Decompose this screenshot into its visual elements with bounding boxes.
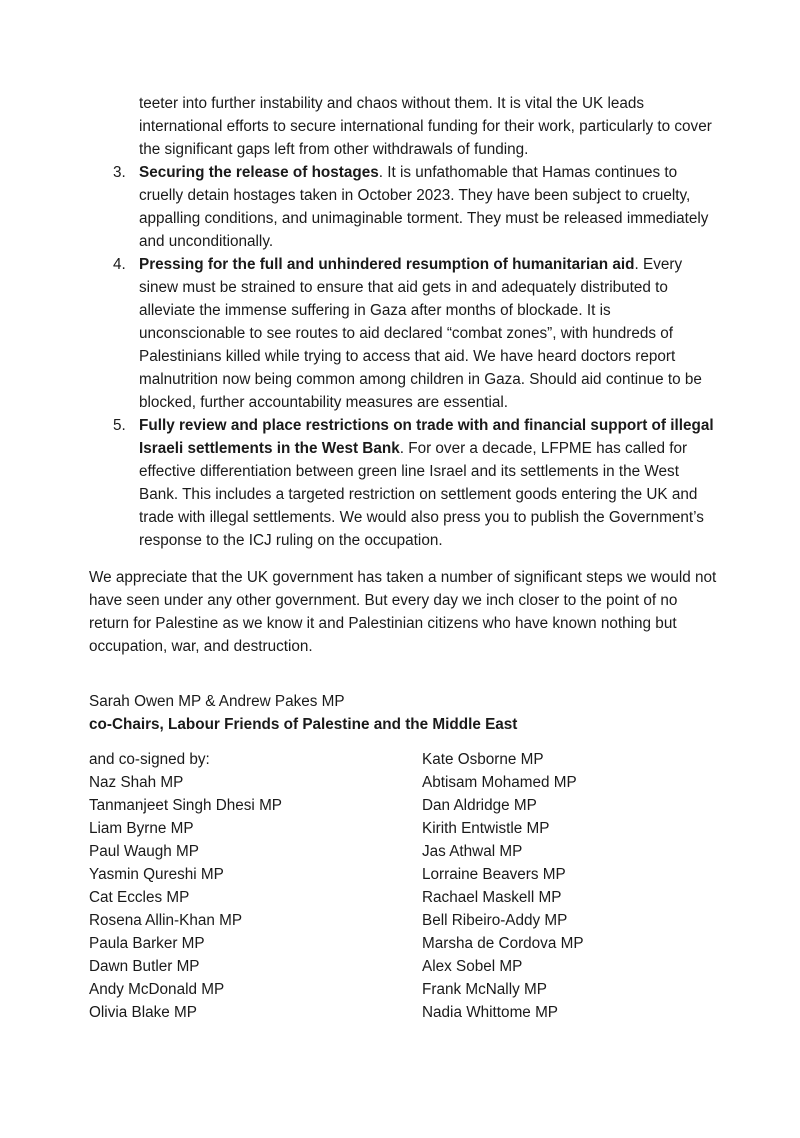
cosigner-name: Kate Osborne MP xyxy=(422,751,544,768)
demand-heading: Fully review and place restrictions on trade with and financial support of illegal Israeli settlements in the West Bank xyxy=(139,417,714,457)
demand-item-3 xyxy=(89,161,719,253)
cosigner-name: Dawn Butler MP xyxy=(89,958,200,975)
demand-number: 3. xyxy=(113,164,126,181)
demand-heading: Securing the release of hostages xyxy=(139,164,379,181)
cosigner-name: Rosena Allin-Khan MP xyxy=(89,912,243,929)
cosigner-name: Lorraine Beavers MP xyxy=(422,866,566,883)
demand-number: 4. xyxy=(113,256,126,273)
cosigners-left-column xyxy=(89,748,389,1024)
demand-number: 5. xyxy=(113,417,126,434)
closing-paragraph: We appreciate that the UK government has taken a number of significant steps we would not have seen under any other government. But every day we inch closer to the point of no return for Palestine as we know it and Palestinian citizens who have known nothing but occupation, war, and destruction. xyxy=(89,569,717,655)
demand-item-4 xyxy=(89,253,719,414)
cosigner-name: Alex Sobel MP xyxy=(422,958,523,975)
cosigner-name: Frank McNally MP xyxy=(422,981,547,998)
cosigner-name: Paul Waugh MP xyxy=(89,843,199,860)
demand-item-5 xyxy=(89,414,719,552)
cosigner-name: Jas Athwal MP xyxy=(422,843,523,860)
demand-text: . It is unfathomable that Hamas continues to cruelly detain hostages taken in October 2023. They have been subject to cruelty, appalling conditions, and unimaginable torment. They must be released immediately and unconditionally. xyxy=(139,164,709,250)
signature-block xyxy=(89,690,719,736)
demand-text: . For over a decade, LFPME has called for effective differentiation between green line Israel and its settlements in the West Bank. This includes a targeted restriction on settlement goods entering the UK and trade with illegal settlements. We would also press you to publish the Government’s response to the ICJ ruling on the occupation. xyxy=(139,440,704,549)
signatory-role: co-Chairs, Labour Friends of Palestine and the Middle East xyxy=(89,716,518,733)
cosigner-name: Dan Aldridge MP xyxy=(422,797,537,814)
cosigners-intro: and co-signed by: xyxy=(89,751,210,768)
cosigner-name: Liam Byrne MP xyxy=(89,820,194,837)
demand-heading: Pressing for the full and unhindered resumption of humanitarian aid xyxy=(139,256,635,273)
cosigner-name: Andy McDonald MP xyxy=(89,981,225,998)
cosigner-name: Nadia Whittome MP xyxy=(422,1004,559,1021)
cosigner-name: Tanmanjeet Singh Dhesi MP xyxy=(89,797,283,814)
signatory-names: Sarah Owen MP & Andrew Pakes MP xyxy=(89,693,345,710)
cosigner-name: Marsha de Cordova MP xyxy=(422,935,584,952)
cosigner-name: Rachael Maskell MP xyxy=(422,889,562,906)
cosigner-name: Cat Eccles MP xyxy=(89,889,190,906)
cosigner-name: Bell Ribeiro-Addy MP xyxy=(422,912,568,929)
cosigner-name: Yasmin Qureshi MP xyxy=(89,866,224,883)
demands-list xyxy=(89,161,719,552)
cosigners-right-column xyxy=(422,748,722,1024)
cosigner-name: Naz Shah MP xyxy=(89,774,184,791)
demand-text: . Every sinew must be strained to ensure that aid gets in and adequately distributed to alleviate the immense suffering in Gaza after months of blockade. It is unconscionable to see routes to aid declared “combat zones”, with hundreds of Palestinians killed while trying to access that aid. We have heard doctors report malnutrition now being common among children in Gaza. Should aid continue to be blocked, further accountability measures are essential. xyxy=(139,256,702,411)
cosigner-name: Abtisam Mohamed MP xyxy=(422,774,577,791)
cosigner-name: Kirith Entwistle MP xyxy=(422,820,550,837)
continuation-paragraph: teeter into further instability and chaos without them. It is vital the UK leads international efforts to secure international funding for their work, particularly to cover the significant gaps left from other withdrawals of funding. xyxy=(139,95,712,158)
cosigner-name: Olivia Blake MP xyxy=(89,1004,197,1021)
cosigner-name: Paula Barker MP xyxy=(89,935,205,952)
